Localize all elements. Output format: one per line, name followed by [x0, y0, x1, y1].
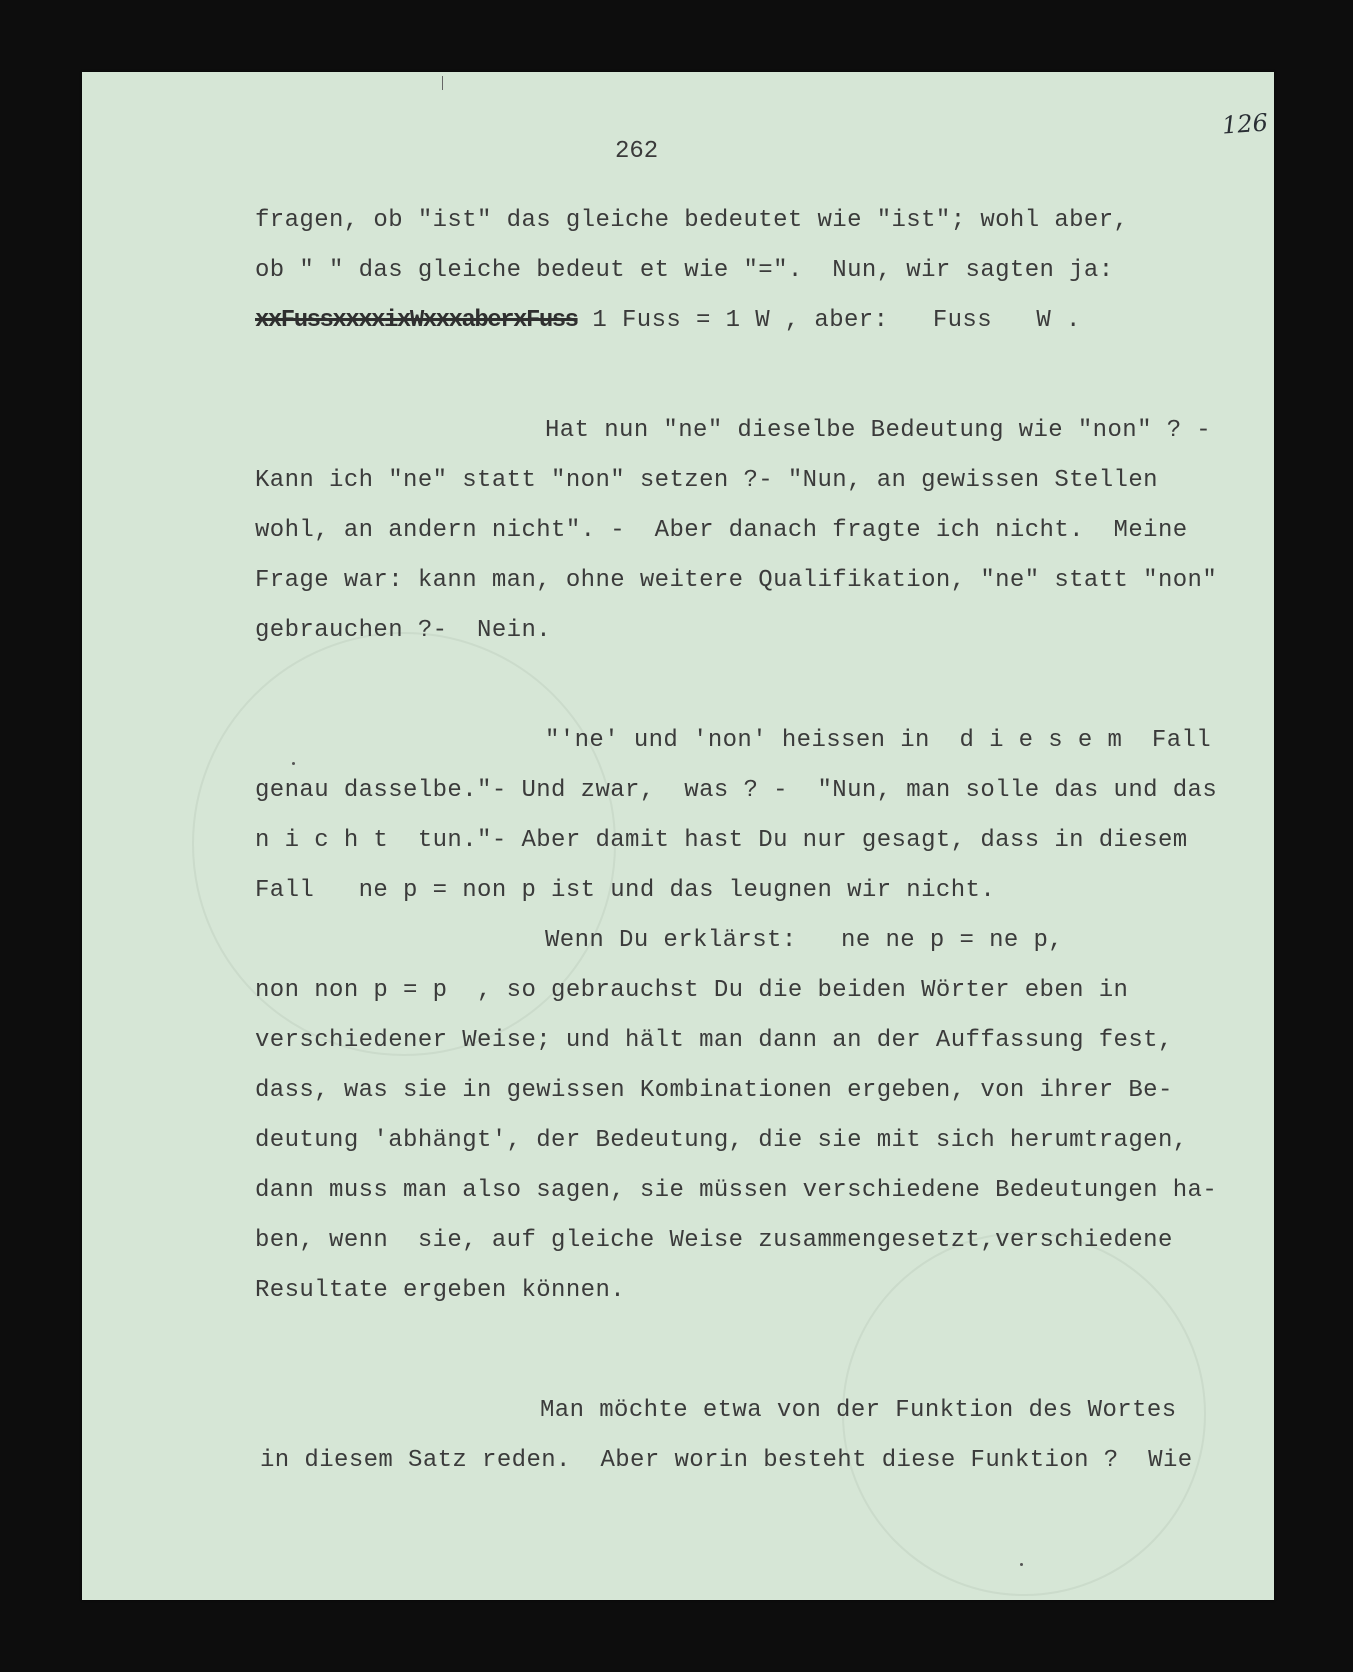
ink-dot	[292, 762, 295, 765]
text-line: Man möchte etwa von der Funktion des Wortes	[540, 1397, 1177, 1424]
text-line: Fall ne p = non p ist und das leugnen wir nicht.	[255, 877, 996, 904]
text-line: ob " " das gleiche bedeut et wie "=". Nun, wir sagten ja:	[255, 257, 1114, 284]
text-line: verschiedener Weise; und hält man dann an der Auffassung fest,	[255, 1027, 1173, 1054]
text-line: dass, was sie in gewissen Kombinationen ergeben, von ihrer Be-	[255, 1077, 1173, 1104]
text-line: n i c h t tun."- Aber damit hast Du nur gesagt, dass in diesem	[255, 827, 1188, 854]
text-line: fragen, ob "ist" das gleiche bedeutet wie "ist"; wohl aber,	[255, 207, 1129, 234]
text-line: wohl, an andern nicht". - Aber danach fragte ich nicht. Meine	[255, 517, 1188, 544]
text-line: "'ne' und 'non' heissen in d i e s e m Fall	[545, 727, 1212, 754]
struck-text: xxFussxxxxixWxxxaberxFuss	[255, 307, 578, 334]
text-line: genau dasselbe."- Und zwar, was ? - "Nun, man solle das und das	[255, 777, 1218, 804]
text-line: Hat nun "ne" dieselbe Bedeutung wie "non" ? -	[545, 417, 1212, 444]
text-line: dann muss man also sagen, sie müssen verschiedene Bedeutungen ha-	[255, 1177, 1218, 1204]
text-line: ben, wenn sie, auf gleiche Weise zusammengesetzt,verschiedene	[255, 1227, 1173, 1254]
text-line	[255, 307, 1081, 334]
text-line: gebrauchen ?- Nein.	[255, 617, 552, 644]
text-segment: 1 Fuss = 1 W , aber: Fuss W .	[577, 307, 1081, 334]
text-line: Kann ich "ne" statt "non" setzen ?- "Nun, an gewissen Stellen	[255, 467, 1158, 494]
text-line: Frage war: kann man, ohne weitere Qualifikation, "ne" statt "non"	[255, 567, 1218, 594]
text-line: Resultate ergeben können.	[255, 1277, 626, 1304]
text-line: in diesem Satz reden. Aber worin besteht diese Funktion ? Wie	[260, 1447, 1193, 1474]
pencil-mark	[442, 76, 443, 90]
text-line: Wenn Du erklärst: ne ne p = ne p,	[545, 927, 1064, 954]
ink-dot	[1020, 1563, 1023, 1566]
page-number: 262	[615, 138, 659, 165]
text-line: deutung 'abhängt', der Bedeutung, die sie mit sich herumtragen,	[255, 1127, 1188, 1154]
text-line: non non p = p , so gebrauchst Du die beiden Wörter eben in	[255, 977, 1129, 1004]
archive-number: 126	[1221, 108, 1269, 140]
